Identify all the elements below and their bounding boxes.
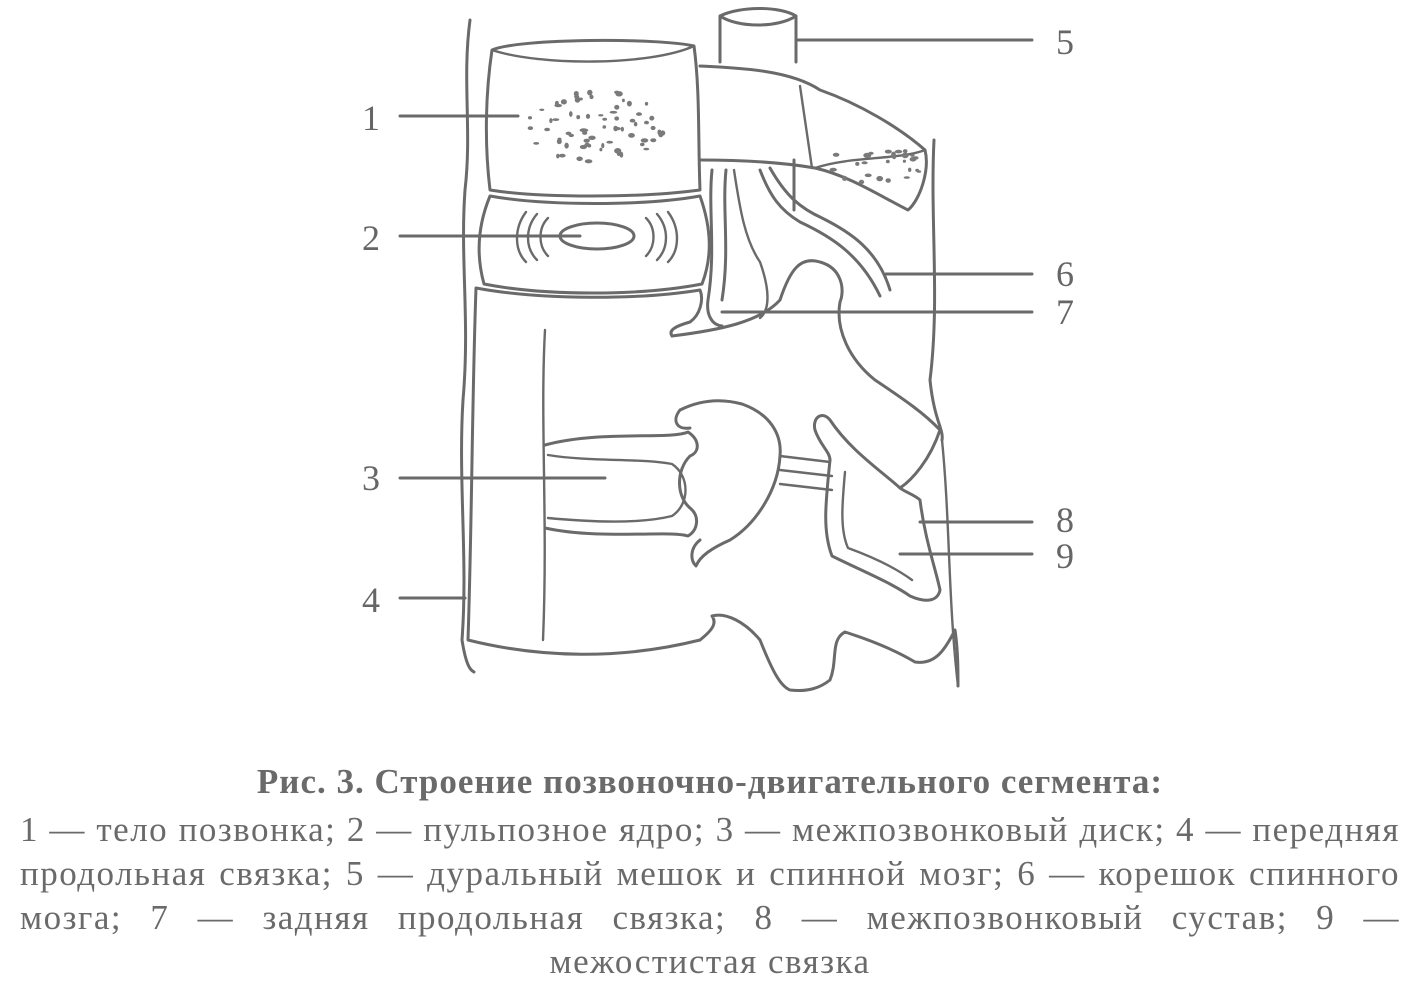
label-8: 8: [1056, 500, 1074, 540]
bone-dot: [830, 168, 837, 172]
bone-dot: [660, 130, 665, 135]
bone-dot: [855, 162, 859, 166]
label-9: 9: [1056, 536, 1074, 576]
bone-dot: [566, 132, 572, 136]
label-5: 5: [1056, 22, 1074, 62]
bone-dot: [558, 138, 562, 141]
bone-dot: [904, 176, 910, 179]
bone-dot: [561, 99, 567, 104]
bone-dot: [634, 122, 638, 127]
bone-dot: [895, 150, 903, 154]
anterior-ligament-outline: [462, 20, 474, 672]
bone-dot: [610, 111, 618, 114]
bone-dot: [559, 154, 566, 158]
bone-dot: [621, 127, 624, 132]
lower-arch: [672, 261, 940, 488]
lower-disc-bulge: [548, 455, 686, 522]
bone-dot: [574, 91, 579, 96]
bone-dot: [645, 102, 648, 106]
bone-dot: [555, 101, 559, 107]
figure-caption: [20, 760, 1400, 984]
posterior-ligament: [708, 170, 726, 326]
bone-dot: [576, 157, 582, 162]
bone-dot: [614, 91, 619, 94]
lowest-vertebra: [700, 615, 958, 690]
bone-dot: [891, 152, 896, 158]
arch-texture-dots: [830, 149, 922, 184]
bone-dot: [636, 112, 642, 116]
bone-dot: [588, 136, 595, 140]
caption-legend: 1 — тело позвонка; 2 — пульпозное ядро; 3 — межпозвонковый диск; 4 — передняя продольная связка; 5 — дуральный мешок и спинной мозг; 6 — корешок спинного мозга; 7 — задняя продольная связка; 8 — межпозвонковый сустав; 9 — межостистая связка: [20, 810, 1400, 981]
upper-vertebral-body: [486, 40, 700, 196]
bone-dot: [528, 116, 532, 119]
facet-joint-gap: [780, 456, 832, 490]
bone-dot: [628, 133, 635, 138]
lower-body-anterior-edge: [543, 330, 545, 640]
bone-dot: [576, 115, 580, 119]
bone-dot: [585, 159, 593, 163]
bone-dot: [544, 128, 550, 132]
bone-dot: [602, 118, 607, 121]
lower-vertebral-body: [468, 288, 702, 654]
bone-dot: [650, 138, 656, 142]
bone-dot: [606, 141, 613, 144]
bone-dot: [581, 129, 588, 132]
bone-dot: [622, 99, 625, 103]
bone-dot: [876, 176, 883, 181]
posterior-ligament-inner: [734, 170, 768, 318]
bone-dot: [598, 114, 603, 116]
label-3: 3: [362, 458, 380, 498]
bone-dot: [589, 95, 593, 99]
bone-dot: [564, 143, 568, 149]
bone-texture-dots: [528, 90, 666, 164]
bone-dot: [886, 160, 890, 164]
bone-dot: [528, 126, 533, 130]
bone-dot: [587, 90, 592, 96]
bone-dot: [833, 153, 840, 157]
bone-dot: [586, 114, 590, 119]
bone-dot: [902, 153, 909, 159]
bone-dot: [910, 154, 914, 157]
bone-dot: [603, 125, 607, 128]
bone-dot: [868, 152, 873, 155]
spine-posterior-contour: [930, 140, 942, 440]
bone-dot: [915, 169, 919, 172]
bone-dot: [613, 126, 618, 132]
bone-dot: [601, 143, 604, 148]
bone-dot: [630, 119, 636, 123]
upper-disc: [479, 196, 709, 293]
bone-dot: [569, 111, 573, 117]
label-2: 2: [362, 218, 380, 258]
bone-dot: [539, 109, 544, 111]
caption-title: Рис. 3. Строение позвоночно-двигательного сегмента:: [256, 762, 1164, 801]
nerve-root: [760, 168, 890, 296]
bone-dot: [584, 139, 590, 143]
bone-dot: [584, 143, 590, 147]
bone-dot: [865, 174, 872, 178]
label-4: 4: [362, 580, 380, 620]
bone-dot: [614, 148, 621, 154]
upper-vertebral-arch: [700, 66, 926, 210]
bone-dot: [627, 101, 632, 107]
bone-dot: [643, 148, 649, 151]
bone-dot: [649, 116, 654, 121]
bone-dot: [614, 116, 619, 120]
annulus-arcs-right: [646, 212, 677, 262]
articular-process: [676, 401, 780, 566]
bone-dot: [641, 138, 649, 142]
bone-dot: [552, 118, 559, 121]
bone-dot: [903, 160, 906, 163]
bone-dot: [859, 180, 864, 184]
bone-dot: [885, 150, 892, 154]
bone-dot: [640, 143, 645, 146]
bone-dot: [910, 157, 917, 162]
upper-body-top-rim: [492, 46, 694, 62]
label-7: 7: [1056, 292, 1074, 332]
bone-dot: [908, 168, 911, 172]
bone-dot: [644, 121, 649, 125]
bone-dot: [886, 178, 891, 183]
bone-dot: [614, 105, 619, 110]
bone-dot: [862, 161, 868, 164]
bone-dot: [599, 148, 602, 152]
dural-sac: [720, 9, 796, 63]
label-1: 1: [362, 98, 380, 138]
bone-dot: [533, 142, 539, 145]
label-6: 6: [1056, 254, 1074, 294]
bone-dot: [842, 176, 847, 181]
bone-dot: [903, 149, 908, 153]
bone-dot: [549, 118, 552, 123]
bone-dot: [651, 126, 656, 130]
